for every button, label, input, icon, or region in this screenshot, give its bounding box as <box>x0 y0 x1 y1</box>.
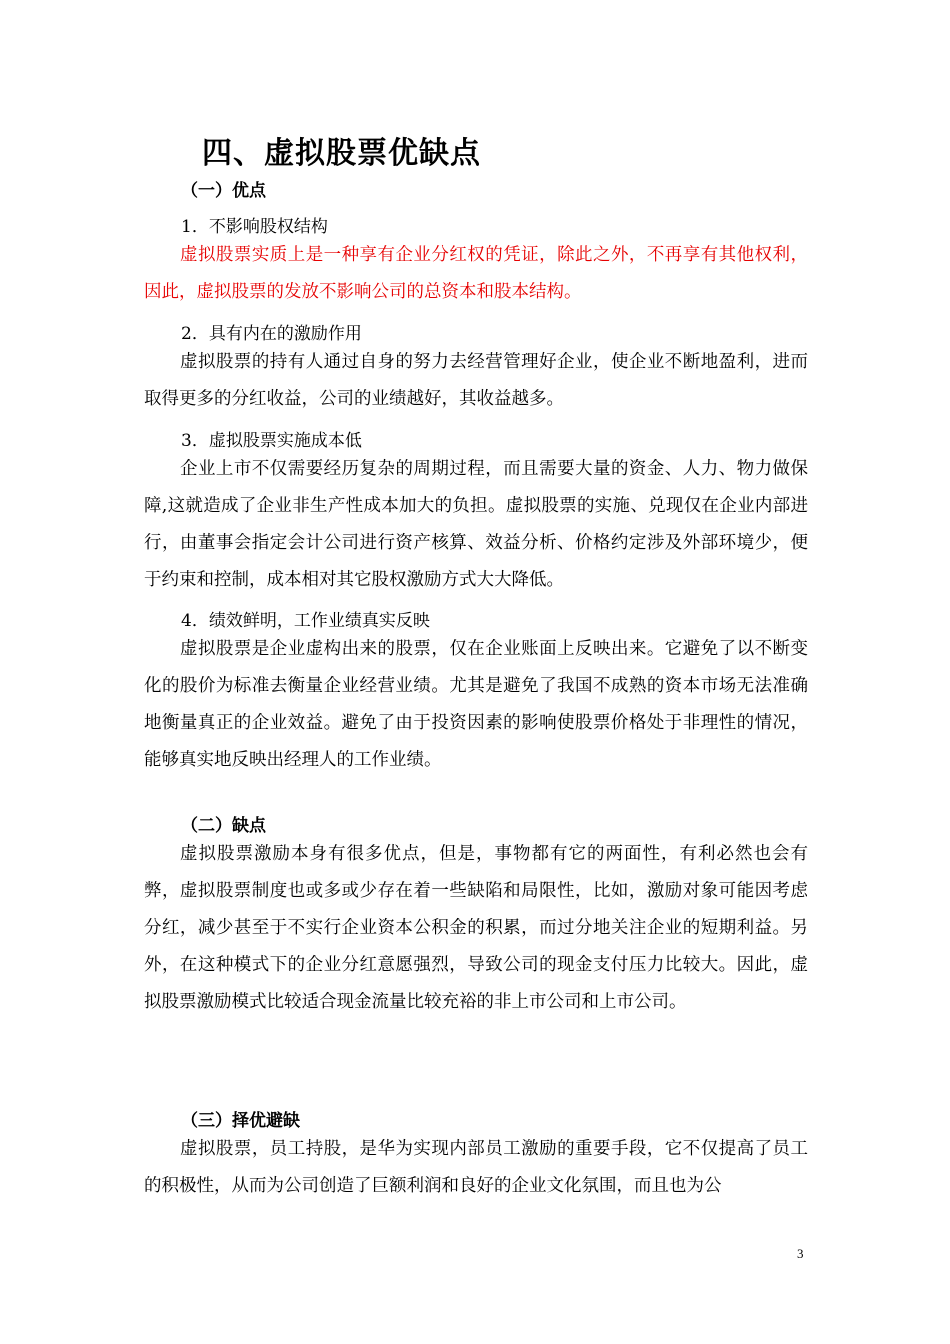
advantage-2-label: 2．具有内在的激励作用 <box>181 324 362 344</box>
advantage-3-label: 3．虚拟股票实施成本低 <box>181 431 362 451</box>
advantage-4-label: 4．绩效鲜明，工作业绩真实反映 <box>181 611 430 631</box>
advantages-heading: （一）优点 <box>181 181 266 201</box>
page-title: 四、虚拟股票优缺点 <box>202 136 481 171</box>
advantage-1-label: 1．不影响股权结构 <box>181 217 328 237</box>
advantage-2-text: 虚拟股票的持有人通过自身的努力去经营管理好企业，使企业不断地盈利，进而取得更多的分红收益，公司的业绩越好，其收益越多。 <box>144 352 808 409</box>
page-number: 3 <box>797 1246 804 1261</box>
advantage-1-text: 虚拟股票实质上是一种享有企业分红权的凭证，除此之外，不再享有其他权利，因此，虚拟股票的发放不影响公司的总资本和股本结构。 <box>144 245 808 302</box>
disadvantages-heading: （二）缺点 <box>181 816 266 836</box>
choice-heading: （三）择优避缺 <box>181 1111 300 1131</box>
advantage-3-text: 企业上市不仅需要经历复杂的周期过程，而且需要大量的资金、人力、物力做保障,这就造成了企业非生产性成本加大的负担。虚拟股票的实施、兑现仅在企业内部进行，由董事会指定会计公司进行资产核算、效益分析、价格约定涉及外部环境少，便于约束和控制，成本相对其它股权激励方式大大降低。 <box>144 459 808 590</box>
advantage-4-text: 虚拟股票是企业虚构出来的股票，仅在企业账面上反映出来。它避免了以不断变化的股价为标准去衡量企业经营业绩。尤其是避免了我国不成熟的资本市场无法准确地衡量真正的企业效益。避免了由于投资因素的影响使股票价格处于非理性的情况，能够真实地反映出经理人的工作业绩。 <box>144 639 808 770</box>
disadvantages-text: 虚拟股票激励本身有很多优点，但是，事物都有它的两面性，有利必然也会有弊，虚拟股票制度也或多或少存在着一些缺陷和局限性，比如，激励对象可能因考虑分红，减少甚至于不实行企业资本公积金的积累，而过分地关注企业的短期利益。另外，在这种模式下的企业分红意愿强烈，导致公司的现金支付压力比较大。因此，虚拟股票激励模式比较适合现金流量比较充裕的非上市公司和上市公司。 <box>144 844 808 1012</box>
choice-text: 虚拟股票，员工持股，是华为实现内部员工激励的重要手段，它不仅提高了员工的积极性，从而为公司创造了巨额利润和良好的企业文化氛围，而且也为公 <box>144 1139 808 1196</box>
